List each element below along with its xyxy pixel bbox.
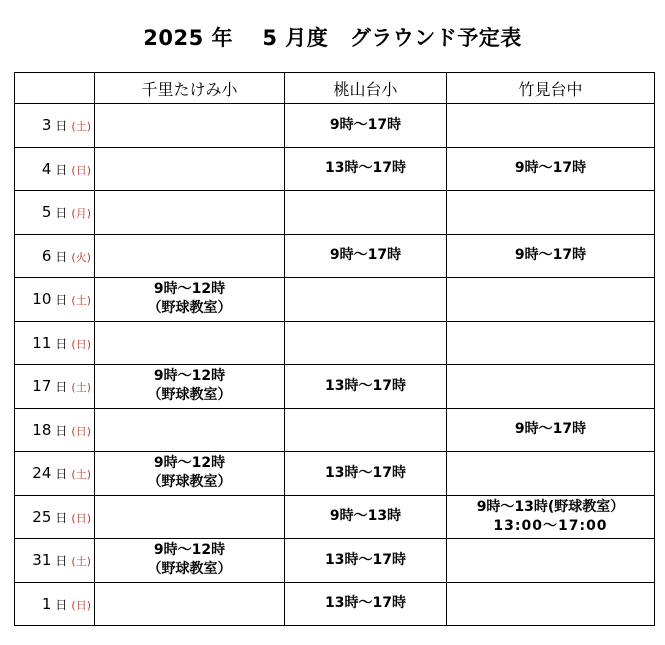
table-row [15,147,655,191]
schedule-cell [285,104,447,148]
date-number: 10 [32,290,52,309]
table-row [15,452,655,496]
date-number: 17 [32,377,52,396]
table-row [15,408,655,452]
schedule-cell [447,452,655,496]
schedule-time: 9時～17時 [329,116,402,133]
schedule-cell [285,191,447,235]
schedule-cell [285,539,447,583]
schedule-time: 9時～12時 [153,455,226,472]
schedule-time: 9時～17時 [514,160,587,177]
schedule-time: 9時～17時 [514,247,587,264]
schedule-time: 9時～17時 [514,421,587,438]
date-cell [15,104,95,148]
date-number: 18 [32,420,52,439]
day-unit: 日 [55,380,68,395]
day-unit: 日 [55,510,68,525]
schedule-cell [285,147,447,191]
date-cell [15,582,95,626]
date-cell [15,191,95,235]
date-number: 25 [32,507,52,526]
schedule-cell [447,104,655,148]
date-cell [15,234,95,278]
schedule-cell [95,147,285,191]
header-row [15,73,655,104]
schedule-cell [285,452,447,496]
header-takemidai: 竹見台中 [447,73,655,104]
date-cell [15,408,95,452]
schedule-time: 9時～17時 [329,247,402,264]
schedule-cell [447,408,655,452]
date-number: 6 [41,246,52,265]
day-unit: 日 [55,423,68,438]
day-unit: 日 [55,206,68,221]
date-cell [15,147,95,191]
date-number: 3 [41,116,52,135]
day-unit: 日 [55,119,68,134]
date-number: 4 [41,159,52,178]
table-row [15,539,655,583]
day-of-week: (土) [71,555,91,569]
schedule-time: 9時～12時 [153,368,226,385]
ground-schedule-table [14,72,655,626]
schedule-cell [95,582,285,626]
date-number: 1 [41,594,52,613]
schedule-time: （野球教室） [147,300,232,317]
date-number: 5 [41,203,52,222]
schedule-cell [285,582,447,626]
day-unit: 日 [55,336,68,351]
table-row [15,104,655,148]
day-of-week: (土) [71,468,91,482]
schedule-cell [447,495,655,539]
schedule-time: 13時～17時 [325,551,406,568]
schedule-cell [95,321,285,365]
schedule-cell [447,582,655,626]
schedule-time: 13時～17時 [325,160,406,177]
table-row [15,495,655,539]
day-unit: 日 [55,554,68,569]
schedule-cell [95,234,285,278]
table-row [15,365,655,409]
day-of-week: (日) [71,163,91,177]
page-title: 2025 年 5 月度 グラウンド予定表 [143,26,522,50]
schedule-cell [447,147,655,191]
date-cell [15,452,95,496]
schedule-cell [95,452,285,496]
schedule-cell [285,365,447,409]
table-row [15,191,655,235]
schedule-time: 9時～13時(野球教室） [476,498,625,515]
day-of-week: (火) [71,250,91,264]
schedule-cell [285,321,447,365]
day-of-week: (土) [71,381,91,395]
day-of-week: (月) [71,207,91,221]
day-unit: 日 [55,249,68,264]
date-number: 24 [32,464,52,483]
table-row [15,321,655,365]
header-senri-takemi: 千里たけみ小 [95,73,285,104]
schedule-cell [95,495,285,539]
day-of-week: (日) [71,424,91,438]
schedule-cell [95,539,285,583]
schedule-cell [447,539,655,583]
schedule-body [15,104,655,626]
schedule-cell [285,278,447,322]
day-of-week: (土) [71,120,91,134]
day-of-week: (土) [71,294,91,308]
date-number: 11 [32,333,52,352]
header-momoyamadai: 桃山台小 [285,73,447,104]
schedule-cell [95,191,285,235]
schedule-cell [285,495,447,539]
schedule-cell [95,365,285,409]
schedule-time: 13時～17時 [325,595,406,612]
schedule-time: （野球教室） [147,561,232,578]
day-of-week: (日) [71,511,91,525]
table-row [15,234,655,278]
schedule-time: （野球教室） [147,387,232,404]
schedule-cell [447,278,655,322]
schedule-cell [447,191,655,235]
schedule-cell [95,104,285,148]
date-cell [15,321,95,365]
header-date [15,73,95,104]
date-cell [15,278,95,322]
schedule-time: 13:00～17:00 [493,517,608,534]
schedule-cell [285,408,447,452]
day-unit: 日 [55,162,68,177]
schedule-cell [447,365,655,409]
day-of-week: (日) [71,337,91,351]
schedule-time: 9時～12時 [153,281,226,298]
day-unit: 日 [55,467,68,482]
schedule-cell [447,234,655,278]
schedule-time: 13時～17時 [325,377,406,394]
table-row [15,278,655,322]
date-cell [15,365,95,409]
table-row [15,582,655,626]
date-cell [15,495,95,539]
day-of-week: (日) [71,598,91,612]
date-number: 31 [32,551,52,570]
schedule-cell [285,234,447,278]
date-cell [15,539,95,583]
day-unit: 日 [55,597,68,612]
schedule-cell [447,321,655,365]
day-unit: 日 [55,293,68,308]
schedule-cell [95,408,285,452]
schedule-cell [95,278,285,322]
schedule-time: 9時～13時 [329,508,402,525]
schedule-time: 13時～17時 [325,464,406,481]
schedule-time: （野球教室） [147,474,232,491]
schedule-time: 9時～12時 [153,542,226,559]
